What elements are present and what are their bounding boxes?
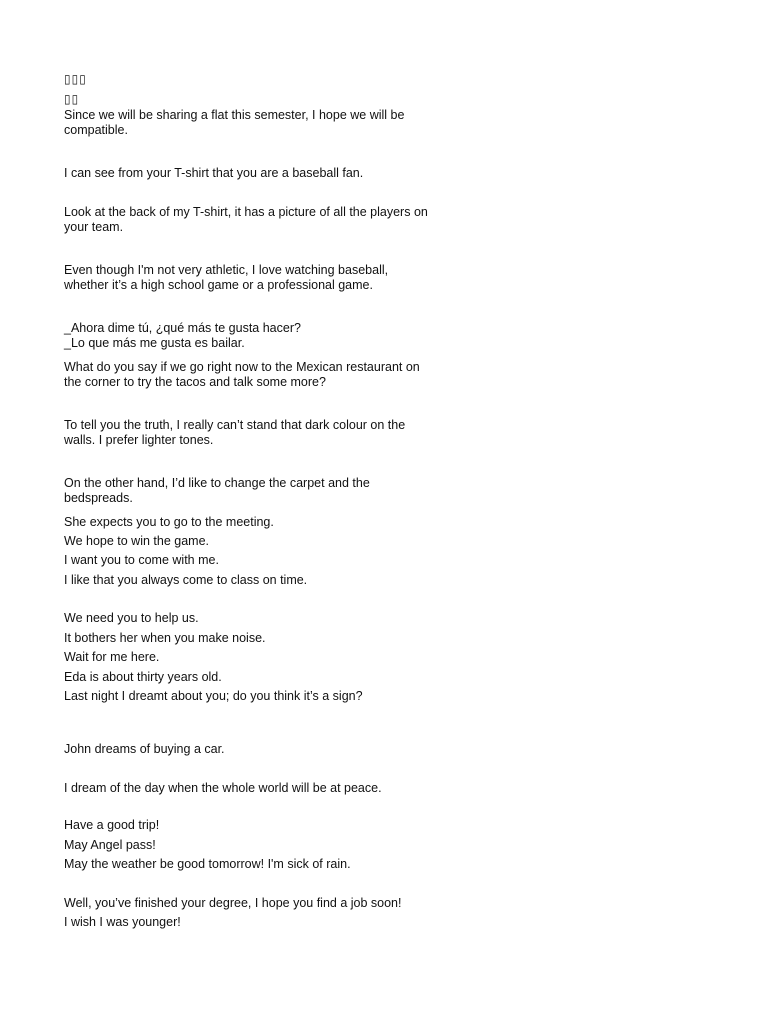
text-line: bedspreads. bbox=[64, 491, 133, 505]
text-line: We need you to help us. bbox=[64, 611, 199, 625]
text-line: Look at the back of my T-shirt, it has a picture of all the players on bbox=[64, 205, 428, 219]
text-line: compatible. bbox=[64, 123, 128, 137]
text-line: I can see from your T-shirt that you are a baseball fan. bbox=[64, 166, 364, 180]
text-line: _Lo que más me gusta es bailar. bbox=[64, 336, 245, 350]
text-line: Even though I'm not very athletic, I love watching baseball, bbox=[64, 263, 389, 277]
text-line: Eda is about thirty years old. bbox=[64, 670, 222, 684]
header-glyphs-1: ▯▯▯ bbox=[64, 72, 87, 86]
text-line: She expects you to go to the meeting. bbox=[64, 515, 274, 529]
text-line: On the other hand, I’d like to change the carpet and the bbox=[64, 476, 370, 490]
text-line: What do you say if we go right now to the Mexican restaurant on bbox=[64, 360, 420, 374]
text-line: John dreams of buying a car. bbox=[64, 742, 225, 756]
text-line: your team. bbox=[64, 220, 124, 234]
text-line: the corner to try the tacos and talk some more? bbox=[64, 375, 326, 389]
header-glyphs-2: ▯▯ bbox=[64, 92, 80, 106]
text-line: _Ahora dime tú, ¿qué más te gusta hacer? bbox=[64, 321, 301, 335]
text-line: We hope to win the game. bbox=[64, 534, 209, 548]
text-line: Wait for me here. bbox=[64, 650, 160, 664]
text-line: walls. I prefer lighter tones. bbox=[64, 433, 214, 447]
text-line: To tell you the truth, I really can’t stand that dark colour on the bbox=[64, 418, 406, 432]
text-line: I dream of the day when the whole world will be at peace. bbox=[64, 781, 382, 795]
text-line: Last night I dreamt about you; do you think it’s a sign? bbox=[64, 689, 363, 703]
text-line: May the weather be good tomorrow! I'm sick of rain. bbox=[64, 857, 351, 871]
text-line: May Angel pass! bbox=[64, 838, 156, 852]
text-line: Well, you’ve finished your degree, I hope you find a job soon! bbox=[64, 896, 402, 910]
text-line: Since we will be sharing a flat this semester, I hope we will be bbox=[64, 108, 405, 122]
text-line: It bothers her when you make noise. bbox=[64, 631, 266, 645]
text-line: I wish I was younger! bbox=[64, 915, 181, 929]
text-line: I want you to come with me. bbox=[64, 553, 219, 567]
text-line: I like that you always come to class on time. bbox=[64, 573, 308, 587]
text-line: whether it’s a high school game or a professional game. bbox=[64, 278, 373, 292]
text-line: Have a good trip! bbox=[64, 818, 160, 832]
